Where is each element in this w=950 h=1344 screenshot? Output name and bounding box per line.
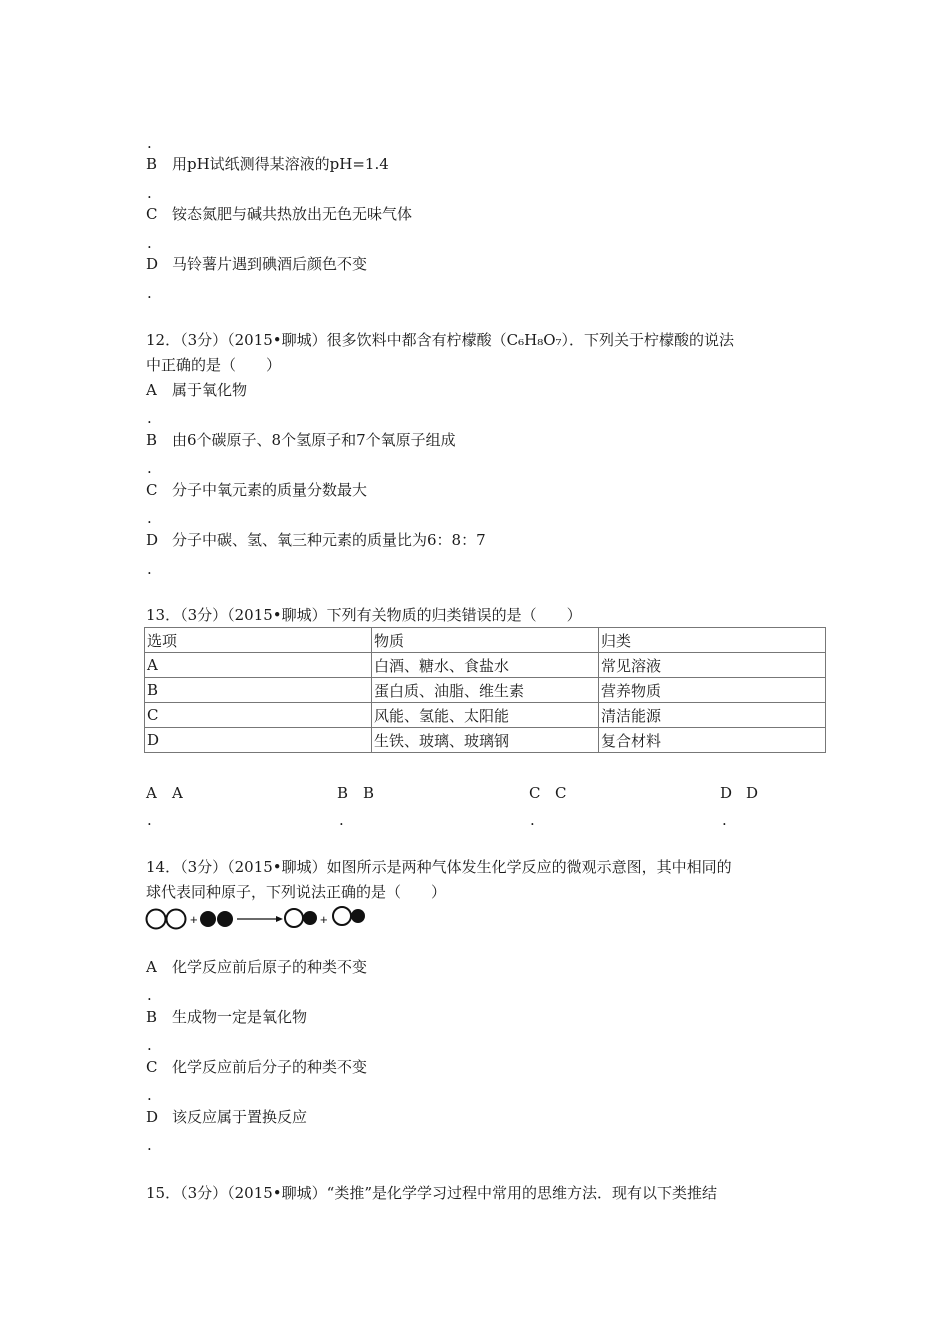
option-letter: D [146,531,159,549]
option-dot: . [147,1036,152,1054]
white-atom [285,909,303,927]
q14-option-a [146,957,367,977]
white-atom [147,910,166,929]
option-text: 马铃薯片遇到碘酒后颜色不变 [172,255,368,273]
option-letter: D [720,784,733,802]
option-dot: . [722,811,727,829]
q11-option-b [146,154,389,174]
q12-stem-line2: 中正确的是（ ） [146,356,282,374]
option-letter: C [146,1058,158,1076]
q13-option-b [337,783,374,803]
q14-stem-line2: 球代表同种原子，下列说法正确的是（ ） [146,883,447,901]
q15-stem-line1: 15．（3分）（2015•聊城）“类推”是化学学习过程中常用的思维方法．现有以下类推结 [146,1184,717,1202]
option-dot: . [339,811,344,829]
option-letter: C [146,205,158,223]
option-dot: . [147,409,152,427]
option-dot: . [147,234,152,252]
table-cell: 营养物质 [599,678,826,703]
table-header-cell: 物质 [372,628,599,653]
table-cell: B [145,678,372,703]
white-atom [167,910,186,929]
option-letter: D [146,255,159,273]
reaction-diagram [144,904,374,934]
option-letter: A [146,784,157,802]
option-text: 由6个碳原子、8个氢原子和7个氧原子组成 [172,431,456,449]
option-text: 分子中氧元素的质量分数最大 [172,481,368,499]
q14-option-c [146,1057,367,1077]
table-row [145,678,826,703]
q12-option-b [146,430,456,450]
table-row [145,728,826,753]
option-letter: B [337,784,349,802]
black-atom [351,909,365,923]
option-letter: B [146,155,158,173]
table-header-row [145,628,826,653]
option-dot: . [147,1086,152,1104]
q14-option-b [146,1007,307,1027]
table-row [145,703,826,728]
option-text: A [172,784,183,802]
table-cell: 清洁能源 [599,703,826,728]
q14-stem-line1: 14．（3分）（2015•聊城）如图所示是两种气体发生化学反应的微观示意图，其中相同的 [146,858,732,876]
table-cell: C [145,703,372,728]
option-text: 分子中碳、氢、氧三种元素的质量比为6：8：7 [172,531,486,549]
white-atom [333,907,351,925]
option-dot: . [147,560,152,578]
table-cell: A [145,653,372,678]
option-dot: . [147,811,152,829]
table-header-cell: 选项 [145,628,372,653]
option-text: C [555,784,567,802]
option-dot: . [147,134,152,152]
plus-sign: + [190,912,198,927]
option-dot: . [530,811,535,829]
option-text: B [363,784,375,802]
plus-sign: + [320,912,328,927]
classification-table [144,627,826,753]
option-text: 铵态氮肥与碱共热放出无色无味气体 [172,205,413,223]
option-letter: C [529,784,541,802]
option-dot: . [147,509,152,527]
table-header-cell: 归类 [599,628,826,653]
q12-option-c [146,480,367,500]
q13-option-d [720,783,758,803]
option-text: 化学反应前后分子的种类不变 [172,1058,368,1076]
black-atom [303,911,317,925]
q12-option-a [146,380,247,400]
option-letter: B [146,1008,158,1026]
option-letter: A [146,381,157,399]
table-cell: 常见溶液 [599,653,826,678]
q12-option-d [146,530,486,550]
q11-option-d [146,254,367,274]
table-cell: 白酒、糖水、食盐水 [372,653,599,678]
table-cell: 复合材料 [599,728,826,753]
black-atom [217,911,233,927]
option-dot: . [147,1136,152,1154]
option-text: 属于氧化物 [172,381,248,399]
option-dot: . [147,459,152,477]
table-cell: 生铁、玻璃、玻璃钢 [372,728,599,753]
q13-stem: 13．（3分）（2015•聊城）下列有关物质的归类错误的是（ ） [146,606,582,624]
option-letter: B [146,431,158,449]
table-row [145,653,826,678]
table-cell: D [145,728,372,753]
q11-option-c [146,204,412,224]
option-text: 用pH试纸测得某溶液的pH=1.4 [172,155,389,173]
q12-stem-line1: 12．（3分）（2015•聊城）很多饮料中都含有柠檬酸（C₆H₈O₇）．下列关于柠檬酸的说法 [146,331,735,349]
option-letter: A [146,958,157,976]
black-atom [200,911,216,927]
q14-option-d [146,1107,307,1127]
option-text: 化学反应前后原子的种类不变 [172,958,368,976]
table-cell: 蛋白质、油脂、维生素 [372,678,599,703]
option-dot: . [147,986,152,1004]
option-letter: D [146,1108,159,1126]
q13-option-a [146,783,183,803]
option-text: 生成物一定是氧化物 [172,1008,308,1026]
arrow-head-icon [276,916,283,922]
option-letter: C [146,481,158,499]
q13-option-c [529,783,566,803]
option-dot: . [147,184,152,202]
option-text: 该反应属于置换反应 [172,1108,308,1126]
table-cell: 风能、氢能、太阳能 [372,703,599,728]
option-text: D [746,784,759,802]
option-dot: . [147,284,152,302]
